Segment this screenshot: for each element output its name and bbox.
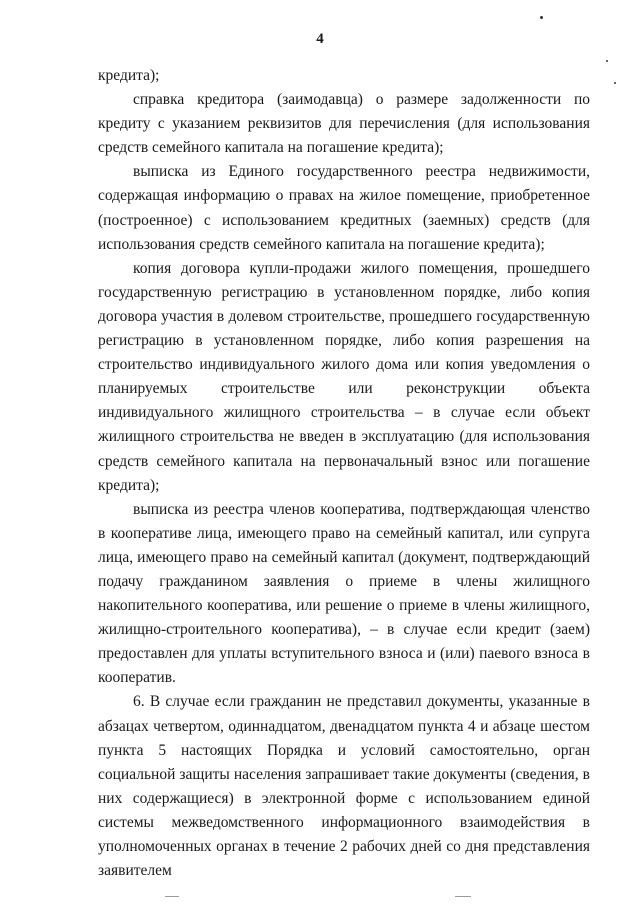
scan-speck — [606, 60, 608, 62]
paragraph-continuation: кредита); — [98, 67, 160, 84]
paragraph-item-6: 6. В случае если гражданин не представил документы, указанные в абзацах четвертом, одиннадцатом, двенадцатом пункта 4 и абзаце шестом пункта 5 настоящих Порядка и условий самостоятельно, орган социальной защиты населения запрашивает такие документы (сведения, в них содержащиеся) в электронной форме с использованием единой системы межведомственного информационного взаимодействия в уполномоченных органах в течение 2 рабочих дней со дня представления заявителем — [98, 693, 590, 880]
document-body — [98, 64, 590, 883]
paragraph-cooperative-extract: выписка из реестра членов кооператива, подтверждающая членство в кооперативе лица, имеющего право на семейный капитал, или супруга лица, имеющего право на семейный капитал (документ, подтверждающий подачу гражданином заявления о приеме в члены жилищного накопительного кооператива, или решение о приеме в члены жилищного, жилищно-строительного кооператива), – в случае если кредит (заем) предоставлен для уплаты вступительного взноса и (или) паевого взноса в кооператив. — [98, 500, 590, 687]
paragraph-creditor-certificate: справка кредитора (заимодавца) о размере задолженности по кредиту с указанием реквизитов для перечисления (для использования средств семейного капитала на погашение кредита); — [98, 91, 590, 157]
scan-dash — [165, 896, 179, 897]
scan-dash — [455, 896, 471, 897]
paragraph-registry-extract: выписка из Единого государственного реестра недвижимости, содержащая информацию о правах на жилое помещение, приобретенное (построенное) с использованием кредитных (заемных) средств (для использования средств семейного капитала на погашение кредита); — [98, 163, 590, 253]
page-number: 4 — [316, 31, 324, 47]
scan-speck — [614, 82, 616, 84]
paragraph-contract-copy: копия договора купли-продажи жилого помещения, прошедшего государственную регистрацию в установленном порядке, либо копия договора участия в долевом строительстве, прошедшего государственную регистрацию в установленном порядке, либо копия разрешения на строительство индивидуального жилого дома или копия уведомления о планируемых строительстве или реконструкции объекта индивидуального жилищного строительства – в случае если объект жилищного строительства не введен в эксплуатацию (для использования средств семейного капитала на первоначальный взнос или погашение кредита); — [98, 259, 590, 494]
scan-speck — [540, 16, 543, 19]
